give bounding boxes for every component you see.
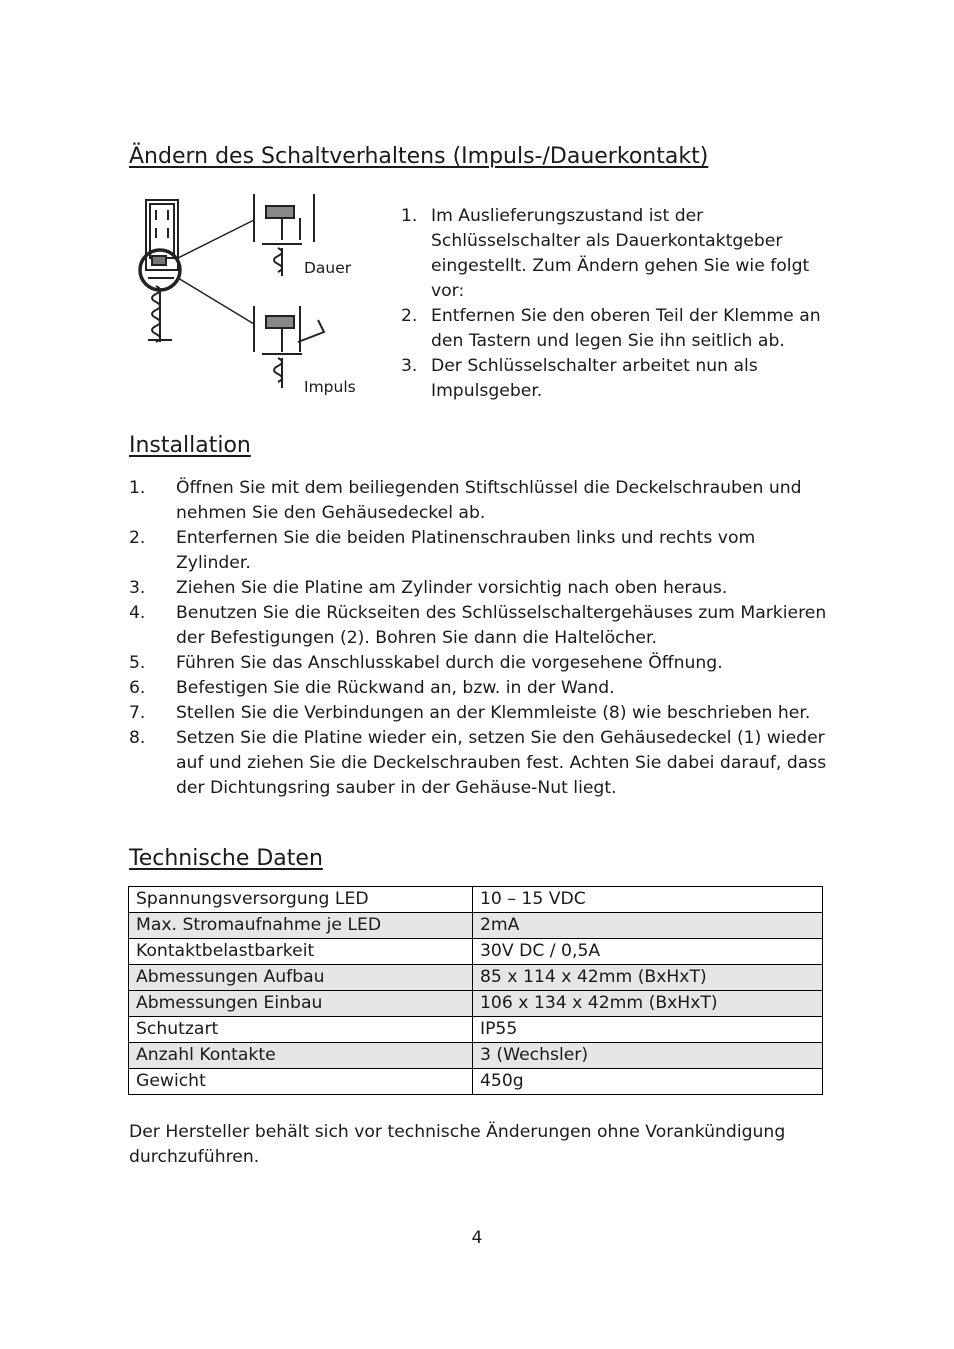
table-cell-value: 2mA xyxy=(473,913,823,939)
list-item xyxy=(129,676,829,701)
switch-diagram-svg xyxy=(136,192,366,404)
list-item-text: Führen Sie das Anschlusskabel durch die vorgesehene Öffnung. xyxy=(176,653,723,673)
list-item-number: 3. xyxy=(401,356,418,376)
installation-steps xyxy=(129,476,829,801)
list-item xyxy=(129,726,829,801)
table-cell-label: Max. Stromaufnahme je LED xyxy=(129,913,473,939)
table-cell-label: Kontaktbelastbarkeit xyxy=(129,939,473,965)
switch-diagram-figure xyxy=(136,192,366,404)
list-item xyxy=(401,304,831,354)
list-item-text: Der Schlüsselschalter arbeitet nun als Impulsgeber. xyxy=(431,356,758,401)
list-item-text: Öffnen Sie mit dem beiliegenden Stiftschlüssel die Deckelschrauben und nehmen Sie den Gehäusedeckel ab. xyxy=(176,478,802,523)
list-item xyxy=(129,601,829,651)
table-cell-label: Abmessungen Einbau xyxy=(129,991,473,1017)
list-item-number: 7. xyxy=(129,703,146,723)
table-cell-value: 30V DC / 0,5A xyxy=(473,939,823,965)
heading-schaltverhalten: Ändern des Schaltverhaltens (Impuls-/Dauerkontakt) xyxy=(129,144,709,169)
list-item xyxy=(129,576,829,601)
list-item-number: 4. xyxy=(129,603,146,623)
list-item-text: Benutzen Sie die Rückseiten des Schlüsselschaltergehäuses zum Markieren der Befestigungen (2). Bohren Sie dann die Haltelöcher. xyxy=(176,603,827,648)
list-item-text: Im Auslieferungszustand ist der Schlüsselschalter als Dauerkontaktgeber eingestellt. Zum Ändern gehen Sie wie folgt vor: xyxy=(431,206,810,301)
table-cell-value: 450g xyxy=(473,1069,823,1095)
list-item-number: 1. xyxy=(129,478,146,498)
list-item-number: 8. xyxy=(129,728,146,748)
list-item xyxy=(401,204,831,304)
table-cell-value: 106 x 134 x 42mm (BxHxT) xyxy=(473,991,823,1017)
list-item-number: 3. xyxy=(129,578,146,598)
list-item-number: 6. xyxy=(129,678,146,698)
list-item-number: 5. xyxy=(129,653,146,673)
list-item-text: Setzen Sie die Platine wieder ein, setzen Sie den Gehäusedeckel (1) wieder auf und ziehen Sie die Deckelschrauben fest. Achten Sie dabei darauf, dass der Dichtungsring sauber in der Gehäuse-Nut liegt. xyxy=(176,728,827,798)
list-item-text: Entfernen Sie den oberen Teil der Klemme an den Tastern und legen Sie ihn seitlich ab. xyxy=(431,306,821,351)
list-item-text: Ziehen Sie die Platine am Zylinder vorsichtig nach oben heraus. xyxy=(176,578,728,598)
table-cell-value: IP55 xyxy=(473,1017,823,1043)
table-row xyxy=(129,1069,823,1095)
page-number: 4 xyxy=(471,1228,483,1248)
list-item-text: Stellen Sie die Verbindungen an der Klemmleiste (8) wie beschrieben her. xyxy=(176,703,811,723)
footer-note: Der Hersteller behält sich vor technische Änderungen ohne Vorankündigung durchzuführen. xyxy=(129,1122,786,1167)
table-row xyxy=(129,887,823,913)
table-cell-label: Spannungsversorgung LED xyxy=(129,887,473,913)
table-cell-value: 10 – 15 VDC xyxy=(473,887,823,913)
figure-label-dauer: Dauer xyxy=(304,259,352,277)
list-item xyxy=(401,354,831,404)
list-item-number: 2. xyxy=(401,306,418,326)
list-item-number: 2. xyxy=(129,528,146,548)
list-item xyxy=(129,476,829,526)
schaltverhalten-steps xyxy=(401,204,831,404)
table-row xyxy=(129,1043,823,1069)
table-cell-label: Abmessungen Aufbau xyxy=(129,965,473,991)
table-cell-value: 3 (Wechsler) xyxy=(473,1043,823,1069)
heading-installation: Installation xyxy=(129,433,251,458)
list-item-text: Enterfernen Sie die beiden Platinenschrauben links und rechts vom Zylinder. xyxy=(176,528,756,573)
table-cell-label: Schutzart xyxy=(129,1017,473,1043)
list-item-number: 1. xyxy=(401,206,418,226)
table-row xyxy=(129,1017,823,1043)
table-row xyxy=(129,965,823,991)
table-row xyxy=(129,913,823,939)
table-cell-label: Anzahl Kontakte xyxy=(129,1043,473,1069)
list-item-text: Befestigen Sie die Rückwand an, bzw. in der Wand. xyxy=(176,678,615,698)
table-row xyxy=(129,939,823,965)
heading-technische-daten: Technische Daten xyxy=(129,846,323,871)
list-item xyxy=(129,701,829,726)
list-item xyxy=(129,651,829,676)
table-row xyxy=(129,991,823,1017)
figure-label-impuls: Impuls xyxy=(304,378,356,396)
list-item xyxy=(129,526,829,576)
table-cell-label: Gewicht xyxy=(129,1069,473,1095)
technical-data-table xyxy=(128,886,823,1095)
table-cell-value: 85 x 114 x 42mm (BxHxT) xyxy=(473,965,823,991)
